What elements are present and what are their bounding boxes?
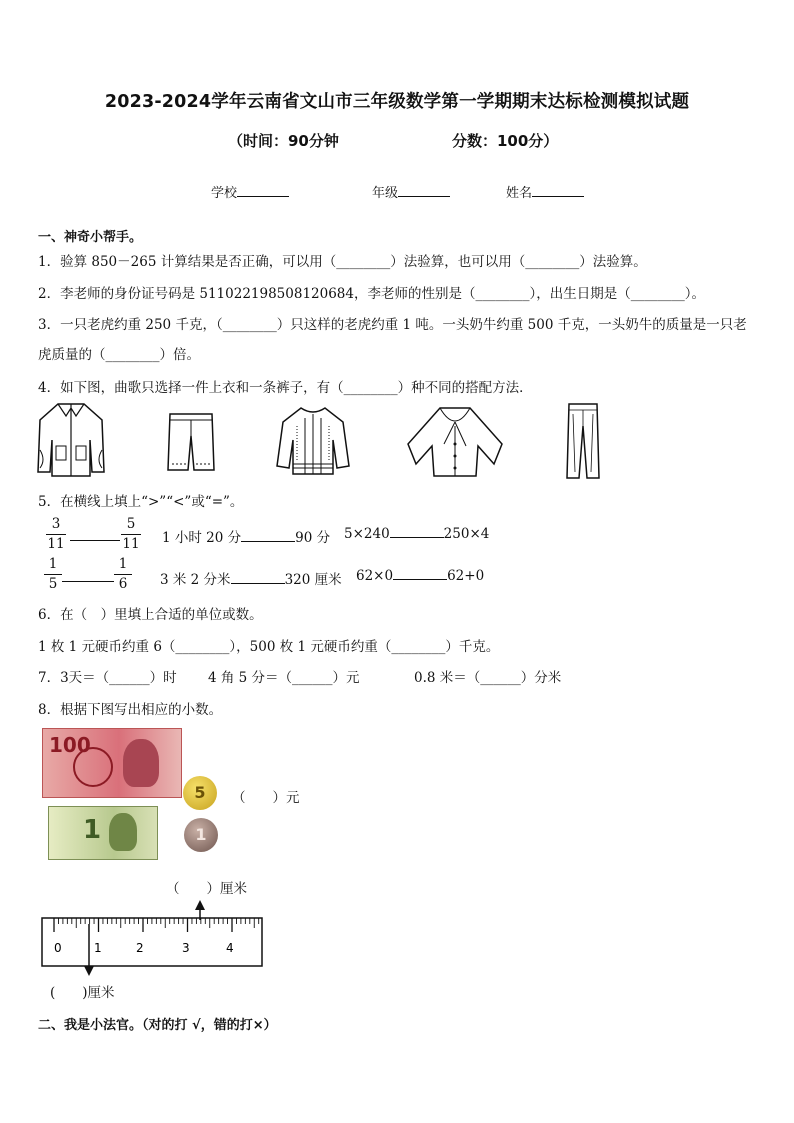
note-1-portrait	[109, 813, 137, 851]
school-field: 学校	[211, 182, 289, 201]
note-100-portrait	[123, 739, 159, 787]
question-7-a: 7．3天＝（______）时	[38, 670, 177, 686]
blouse-picture	[404, 404, 506, 480]
jacket-picture	[36, 400, 106, 480]
question-8: 8．根据下图写出相应的小数。	[38, 702, 223, 718]
total-score: 分数：100分）	[452, 132, 559, 150]
section-2-heading: 二、我是小法官。（对的打 √，错的打×）	[38, 1018, 277, 1033]
ruler-down-arrow	[84, 966, 94, 976]
compare-item-3: 5×240 250×4	[344, 526, 490, 542]
fraction-3-11: 3 11	[47, 516, 65, 552]
hundred-yuan-note	[42, 728, 182, 798]
question-3-line-2: 虎质量的（________）倍。	[38, 347, 200, 363]
compare-blank-4	[62, 581, 114, 582]
compare-item-5: 3 米 2 分米 320 厘米	[160, 572, 342, 588]
ruler-label-4: 4	[226, 941, 234, 955]
ruler-label-0: 0	[54, 941, 62, 955]
question-2: 2．李老师的身份证号码是 511022198508120684，李老师的性别是（________），出生日期是（________）。	[38, 286, 705, 302]
shorts-picture	[166, 412, 216, 474]
note-100-emblem	[73, 747, 113, 787]
question-3-line-1: 3．一只老虎约重 250 千克，（________）只这样的老虎约重 1 吨。一头奶牛约重 500 千克，一头奶牛的质量是一只老	[38, 317, 747, 333]
compare-item-6: 62×0 62+0	[356, 568, 485, 584]
page-title: 2023-2024学年云南省文山市三年级数学第一学期期末达标检测模拟试题	[104, 92, 690, 112]
ruler	[40, 896, 266, 986]
one-jiao-coin: 1	[184, 818, 218, 852]
question-7-b: 4 角 5 分＝（______）元	[208, 670, 360, 686]
compare-blank-1	[70, 540, 120, 541]
ruler-bottom-answer: ( )厘米	[50, 985, 115, 1001]
ruler-label-1: 1	[94, 941, 102, 955]
question-6: 6．在（ ）里填上合适的单位或数。	[38, 607, 263, 623]
fraction-1-5: 1 5	[44, 556, 62, 593]
trousers-picture	[565, 402, 601, 480]
one-yuan-note	[48, 806, 158, 860]
question-1: 1．验算 850－265 计算结果是否正确，可以用（________）法验算，也可以用（________）法验算。	[38, 254, 647, 270]
ruler-top-answer: （ ）厘米	[166, 881, 247, 897]
question-7-c: 0.8 米＝（______）分米	[414, 670, 562, 686]
question-6-line: 1 枚 1 元硬币约重 6（________），500 枚 1 元硬币约重（________）千克。	[38, 639, 500, 655]
fraction-5-11: 5 11	[122, 516, 140, 552]
name-field: 姓名	[506, 182, 584, 201]
five-jiao-coin: 5	[183, 776, 217, 810]
compare-item-2: 1 小时 20 分 90 分	[162, 530, 331, 546]
time-limit: （时间：90分钟	[228, 132, 339, 150]
note-100-value: 100	[49, 733, 91, 757]
note-1-value: 1	[83, 815, 102, 845]
section-1-heading: 一、神奇小帮手。	[38, 230, 143, 245]
ruler-label-2: 2	[136, 941, 144, 955]
grade-field: 年级	[372, 182, 450, 201]
ruler-label-3: 3	[182, 941, 190, 955]
money-answer: （ ）元	[232, 790, 300, 806]
fraction-1-6: 1 6	[114, 556, 132, 593]
question-5: 5．在横线上填上“>”“<”或“=”。	[38, 494, 244, 510]
ruler-up-arrow	[195, 900, 205, 910]
sweater-picture	[275, 404, 351, 478]
question-4: 4．如下图，曲歌只选择一件上衣和一条裤子，有（________）种不同的搭配方法．	[38, 380, 533, 396]
